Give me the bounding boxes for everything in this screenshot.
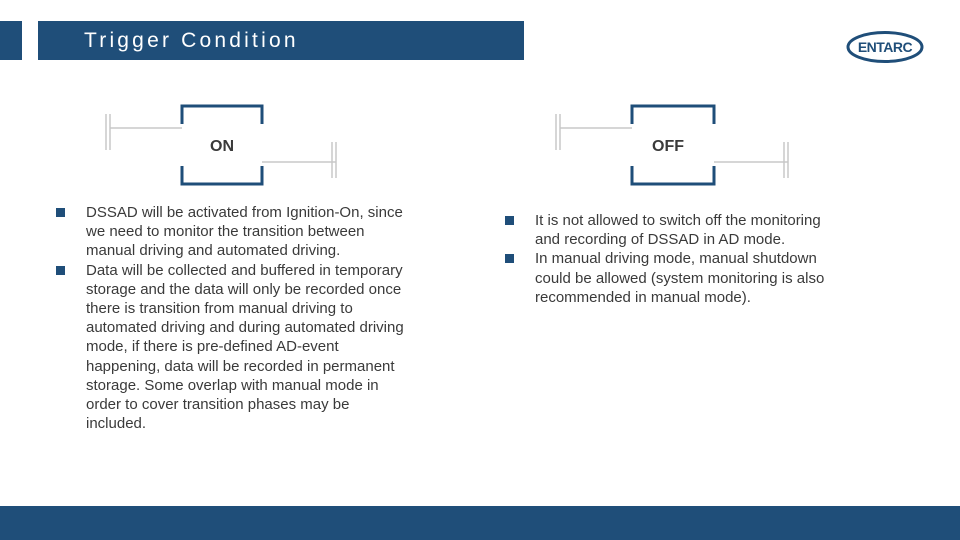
footer-bar: [0, 506, 960, 540]
square-bullet-icon: [56, 266, 65, 275]
square-bullet-icon: [505, 254, 514, 263]
bullet-text: Data will be collected and buffered in temporary storage and the data will only be recorded once there is transition from manual driving to automated driving and during automated driving mode, if there is pre-defined AD-event happening, data will be recorded in permanent storage. Some overlap with manual mode in order to cover transition phases may be included.: [86, 261, 404, 433]
logo-text: ENTARC: [857, 39, 913, 55]
list-item: [56, 203, 411, 261]
square-bullet-icon: [505, 216, 514, 225]
list-item: [505, 211, 835, 249]
bullet-text: It is not allowed to switch off the monitoring and recording of DSSAD in AD mode.: [535, 212, 821, 249]
page-title: Trigger Condition: [84, 29, 299, 52]
trigger-off-frame: [552, 104, 792, 186]
company-logo: [846, 30, 924, 64]
square-bullet-icon: [56, 208, 65, 217]
list-item: [56, 261, 411, 434]
off-bullet-list: [505, 211, 835, 307]
trigger-on-frame: [104, 104, 344, 186]
trigger-off-label: OFF: [652, 138, 684, 155]
bullet-text: DSSAD will be activated from Ignition-On, since we need to monitor the transition between manual driving and automated driving.: [86, 204, 403, 260]
on-bullet-list: [56, 203, 411, 433]
title-bar: [38, 21, 524, 60]
bullet-text: In manual driving mode, manual shutdown could be allowed (system monitoring is also recommended in manual mode).: [535, 250, 825, 306]
left-accent-bar: [0, 21, 22, 60]
list-item: [505, 249, 835, 307]
trigger-on-label: ON: [210, 138, 234, 155]
